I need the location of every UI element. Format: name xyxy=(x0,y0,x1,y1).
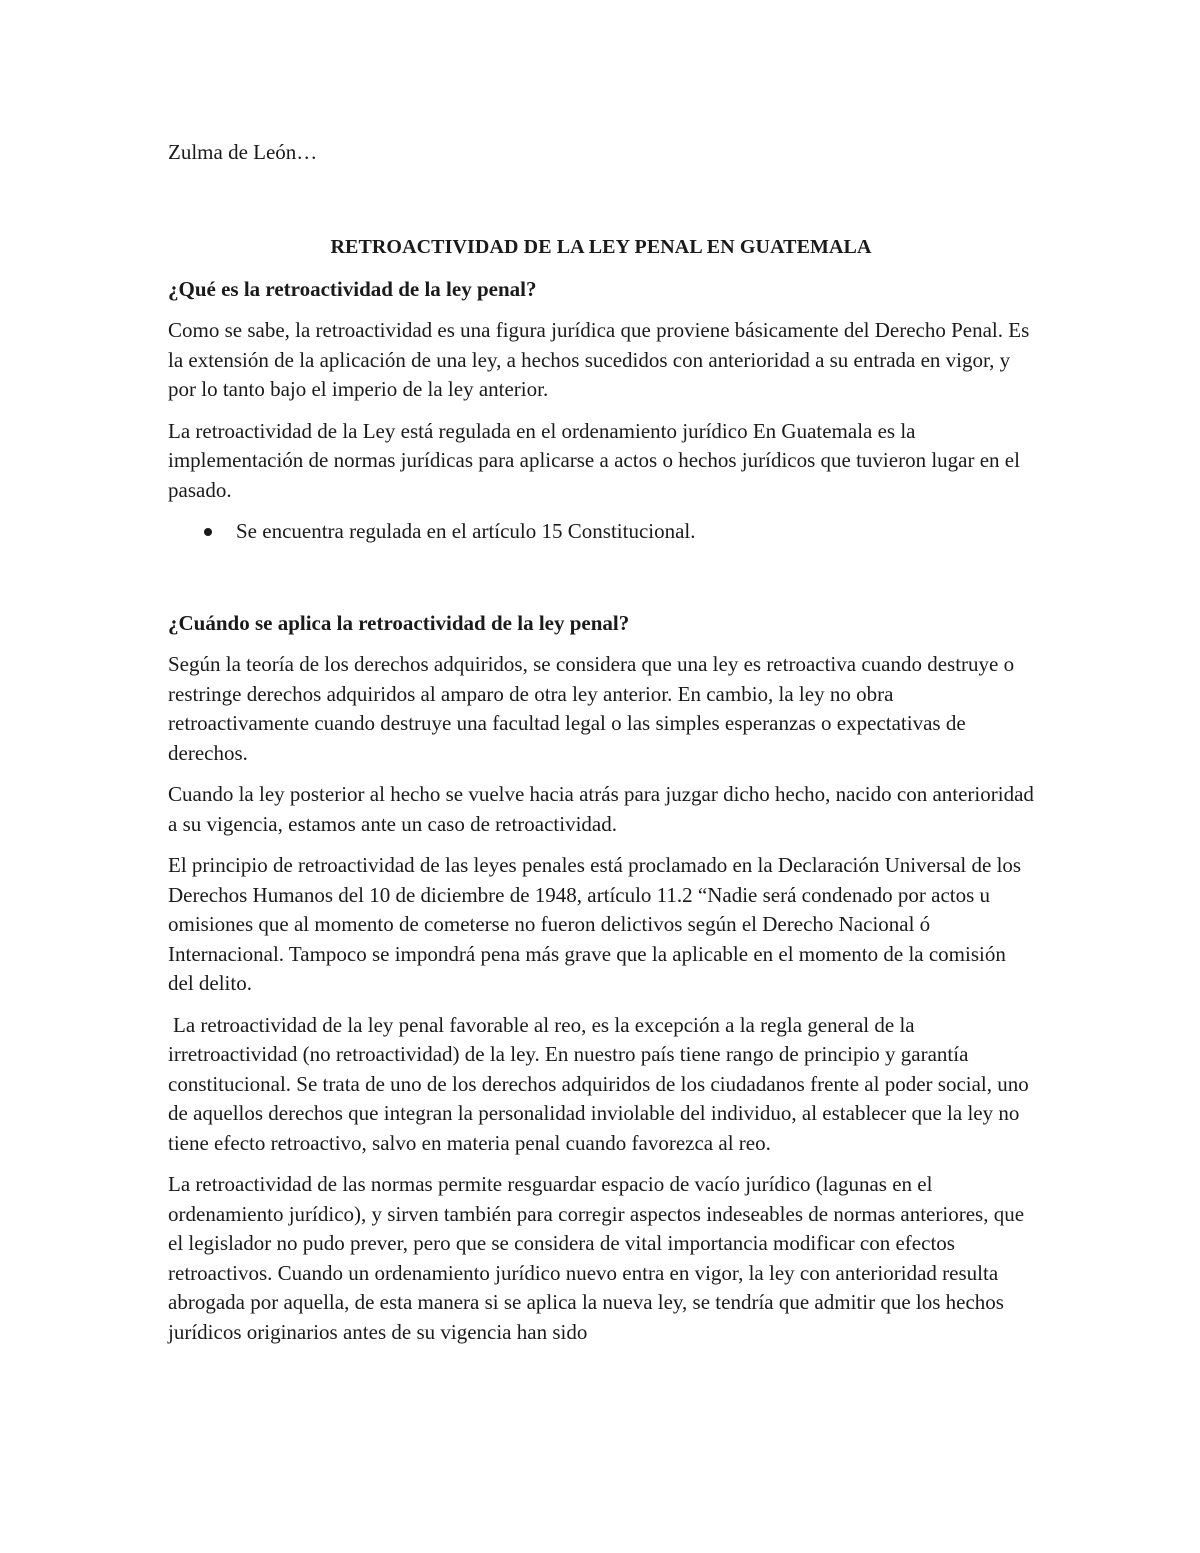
paragraph: El principio de retroactividad de las leyes penales está proclamado en la Declaración Universal de los Derechos Humanos del 10 de diciembre de 1948, artículo 11.2 “Nadie será condenado por actos u omisiones que al momento de cometerse no fueron delictivos según el Derecho Nacional ó Internacional. Tampoco se impondrá pena más grave que la aplicable en el momento de la comisión del delito. xyxy=(168,853,1022,995)
document-title: RETROACTIVIDAD DE LA LEY PENAL EN GUATEMALA xyxy=(330,236,872,258)
paragraph: Como se sabe, la retroactividad es una figura jurídica que proviene básicamente del Derecho Penal. Es la extensión de la aplicación de una ley, a hechos sucedidos con anterioridad a su entrada en vigor, y por lo tanto bajo el imperio de la ley anterior. xyxy=(168,318,1030,401)
paragraph: La retroactividad de la ley penal favorable al reo, es la excepción a la regla general de la irretroactividad (no retroactividad) de la ley. En nuestro país tiene rango de principio y garantía constitucional. Se trata de uno de los derechos adquiridos de los ciudadanos frente al poder social, uno de aquellos derechos que integran la personalidad inviolable del individuo, al establecer que la ley no tiene efecto retroactivo, salvo en materia penal cuando favorezca al reo. xyxy=(168,1012,1029,1155)
paragraph: Según la teoría de los derechos adquiridos, se considera que una ley es retroactiva cuando destruye o restringe derechos adquiridos al amparo de otra ley anterior. En cambio, la ley no obra retroactivamente cuando destruye una facultad legal o las simples esperanzas o expectativas de derechos. xyxy=(168,652,1015,765)
paragraph: Cuando la ley posterior al hecho se vuelve hacia atrás para juzgar dicho hecho, nacido con anterioridad a su vigencia, estamos ante un caso de retroactividad. xyxy=(168,782,1034,836)
document-body xyxy=(168,138,1034,1347)
section-heading-que-es: ¿Qué es la retroactividad de la ley penal? xyxy=(168,276,537,301)
bullet-text: Se encuentra regulada en el artículo 15 Constitucional. xyxy=(236,519,696,543)
author-line: Zulma de León… xyxy=(168,140,318,164)
bullet-item xyxy=(168,517,1034,547)
paragraph: La retroactividad de las normas permite resguardar espacio de vacío jurídico (lagunas en el ordenamiento jurídico), y sirven también para corregir aspectos indeseables de normas anteriores, que el legislador no pudo prever, pero que se considera de vital importancia modificar con efectos retroactivos. Cuando un ordenamiento jurídico nuevo entra en vigor, la ley con anterioridad resulta abrogada por aquella, de esta manera si se aplica la nueva ley, se tendría que admitir que los hechos jurídicos originarios antes de su vigencia han sido xyxy=(168,1172,1025,1344)
section-heading-cuando: ¿Cuándo se aplica la retroactividad de la ley penal? xyxy=(168,610,630,635)
paragraph: La retroactividad de la Ley está regulada en el ordenamiento jurídico En Guatemala es la implementación de normas jurídicas para aplicarse a actos o hechos jurídicos que tuvieron lugar en el pasado. xyxy=(168,418,1020,502)
bullet-list xyxy=(168,517,1034,547)
bullet-icon xyxy=(204,528,212,536)
